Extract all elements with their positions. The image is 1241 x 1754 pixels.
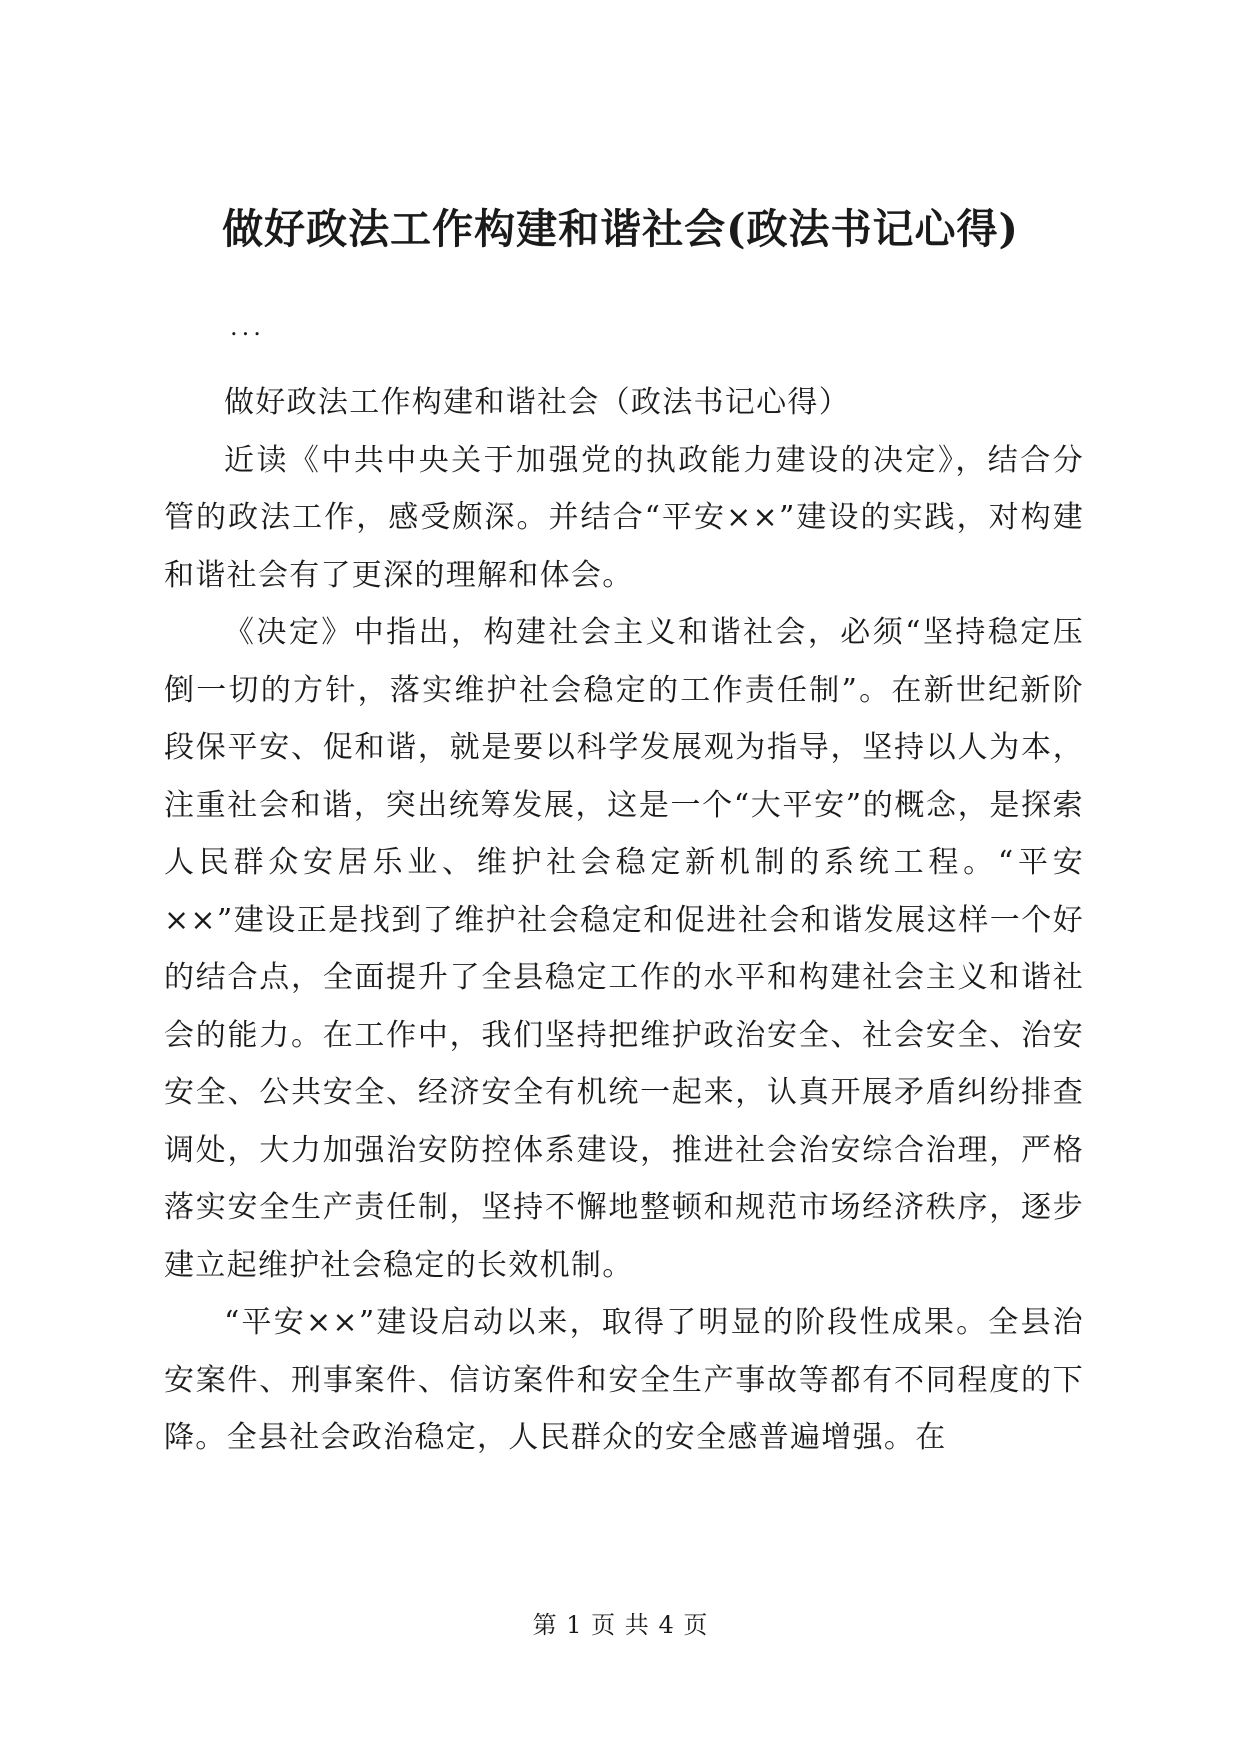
document-body — [164, 374, 1084, 1467]
ellipsis-marker: ... — [230, 313, 265, 341]
paragraph: “平安××”建设启动以来，取得了明显的阶段性成果。全县治安案件、刑事案件、信访案件和安全生产事故等都有不同程度的下降。全县社会政治稳定，人民群众的安全感普遍增强。在 — [164, 1305, 1084, 1455]
paragraph-subtitle: 做好政法工作构建和谐社会（政法书记心得） — [224, 385, 850, 420]
page-footer: 第 1 页 共 4 页 — [532, 1611, 709, 1639]
paragraph: 近读《中共中央关于加强党的执政能力建设的决定》，结合分管的政法工作，感受颇深。并结合“平安××”建设的实践，对构建和谐社会有了更深的理解和体会。 — [164, 442, 1084, 593]
paragraph: 《决定》中指出，构建社会主义和谐社会，必须“坚持稳定压倒一切的方针，落实维护社会稳定的工作责任制”。在新世纪新阶段保平安、促和谐，就是要以科学发展观为指导，坚持以人为本，注重社会和谐，突出统筹发展，这是一个“大平安”的概念，是探索人民群众安居乐业、维护社会稳定新机制的系统工程。“平安××”建设正是找到了维护社会稳定和促进社会和谐发展这样一个好的结合点，全面提升了全县稳定工作的水平和构建社会主义和谐社会的能力。在工作中，我们坚持把维护政治安全、社会安全、治安安全、公共安全、经济安全有机统一起来，认真开展矛盾纠纷排查调处，大力加强治安防控体系建设，推进社会治安综合治理，严格落实安全生产责任制，坚持不懈地整顿和规范市场经济秩序，逐步建立起维护社会稳定的长效机制。 — [164, 615, 1084, 1283]
document-title: 做好政法工作构建和谐社会(政法书记心得) — [222, 205, 1019, 253]
